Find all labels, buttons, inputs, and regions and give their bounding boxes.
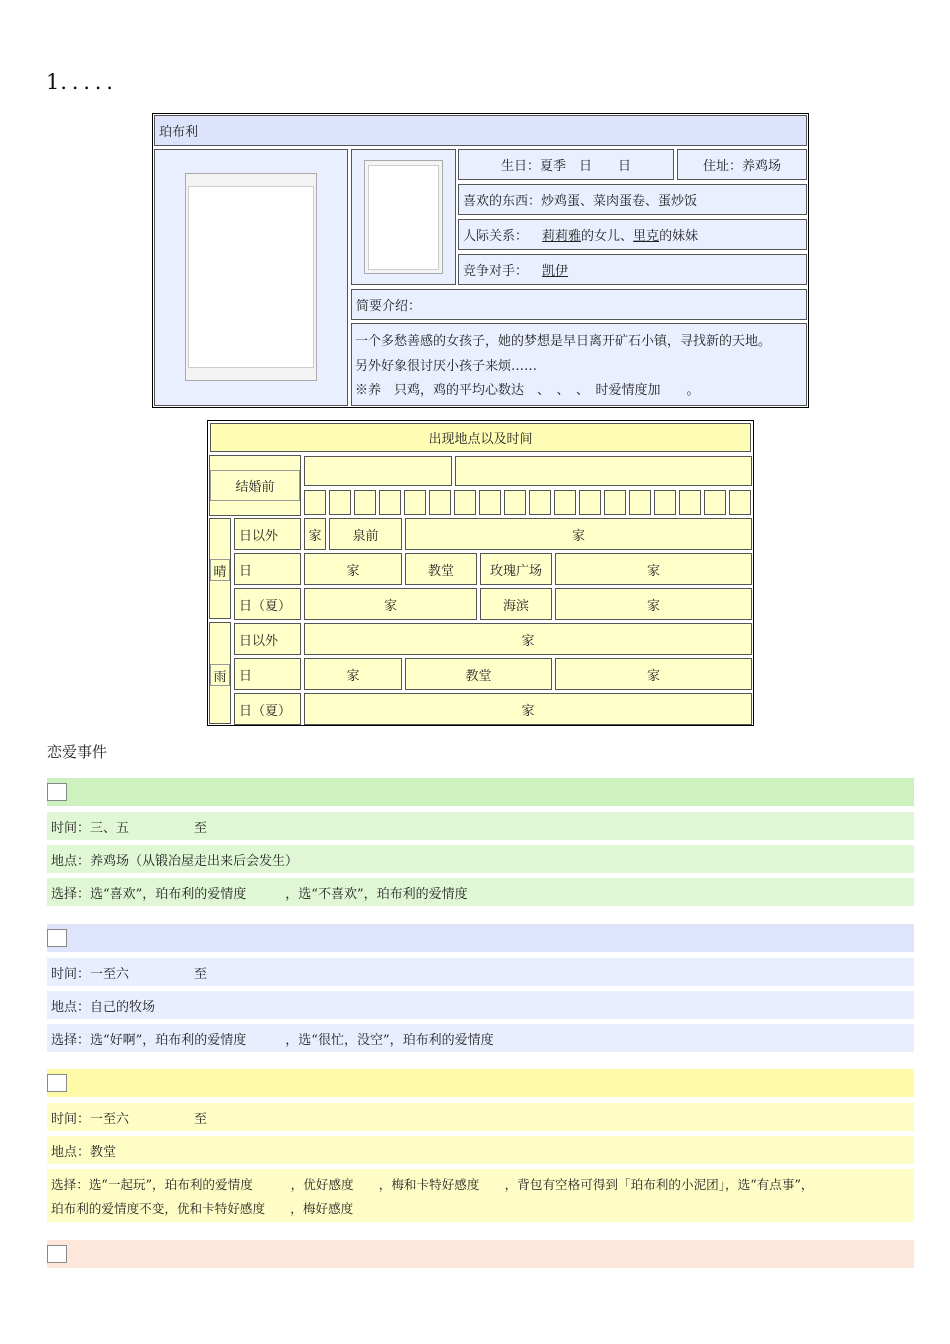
event2-choice-row — [47, 1024, 914, 1052]
rainy-row2-slot-b-text: 教堂 — [465, 668, 492, 684]
sunny-row3-slot-a — [304, 588, 477, 620]
events-heading: 恋爱事件 — [47, 743, 108, 761]
rainy-label: 雨 — [213, 669, 227, 685]
page-heading: 1．．．．． — [46, 70, 129, 94]
event1-time: 时间：三、五 至 — [51, 820, 208, 836]
sunny-row2-slot-d — [555, 553, 752, 585]
profile-name: 珀布利 — [159, 125, 199, 140]
header-blank-2 — [455, 456, 752, 486]
sunny-label: 晴 — [213, 564, 227, 580]
hour-box — [629, 490, 651, 515]
hour-box — [729, 490, 751, 515]
sunny-row2-day — [234, 553, 301, 585]
rainy-row2-day-text: 日 — [239, 668, 253, 684]
rival-cell — [458, 254, 807, 285]
sunny-row2-slot-b — [405, 553, 477, 585]
hour-box — [329, 490, 351, 515]
event3-time: 时间：一至六 至 — [51, 1111, 208, 1127]
rival-link-kai[interactable]: 凯伊 — [542, 264, 569, 279]
sunny-row1-day — [234, 518, 301, 550]
event3-place-row — [47, 1136, 914, 1164]
relations-cell — [458, 219, 807, 250]
sunny-row1-slot-a — [304, 518, 326, 550]
rival-label: 竞争对手： — [463, 264, 529, 279]
event2-toggle[interactable] — [47, 929, 67, 947]
event3-choice-line-1: 选择：选“一起玩”，珀布利的爱情度 ，优好感度 ，梅和卡特好感度 ，背包有空格可得到「珀布利的小泥团」，选“有点事”， — [51, 1177, 814, 1192]
likes-cell — [458, 184, 807, 215]
hour-box — [529, 490, 551, 515]
event1-choice: 选择：选“喜欢”，珀布利的爱情度 ，选“不喜欢”，珀布利的爱情度 — [51, 886, 468, 902]
sunny-row2-day-text: 日 — [239, 563, 253, 579]
sunny-row1-slot-c — [405, 518, 752, 550]
event1-toggle[interactable] — [47, 783, 67, 801]
relations-end: 的妹妹 — [659, 229, 699, 244]
hour-box — [479, 490, 501, 515]
event1-place-row — [47, 845, 914, 873]
hour-box-row — [303, 489, 753, 516]
hour-box — [304, 490, 326, 515]
schedule-title: 出现地点以及时间 — [428, 432, 533, 447]
event2-place-row — [47, 991, 914, 1019]
rainy-row2-slot-a — [304, 658, 402, 690]
event2-time: 时间：一至六 至 — [51, 966, 208, 982]
intro-line-1: 一个多愁善感的女孩子，她的梦想是早日离开矿石小镇，寻找新的天地。 — [355, 334, 772, 349]
event3-header-bar — [47, 1069, 914, 1097]
hour-box — [679, 490, 701, 515]
event3-time-row — [47, 1103, 914, 1131]
birthday: 生日：夏季 日 日 — [500, 159, 631, 174]
hour-box — [379, 490, 401, 515]
hour-box — [354, 490, 376, 515]
sunny-row1-slot-c-text: 家 — [571, 528, 585, 544]
event1-place: 地点：养鸡场（从锻冶屋走出来后会发生） — [51, 853, 299, 869]
relations-label: 人际关系： — [463, 229, 529, 244]
intro-text-cell — [351, 323, 807, 406]
rainy-row2-day — [234, 658, 301, 690]
sunny-row3-slot-b — [480, 588, 552, 620]
before-marriage-label-box — [210, 470, 300, 501]
event2-time-row — [47, 958, 914, 986]
sunny-row2-slot-c-text: 玫瑰广场 — [489, 563, 542, 579]
sunny-row3-slot-a-text: 家 — [383, 598, 397, 614]
sunny-row3-day — [234, 588, 301, 620]
rainy-row2-slot-a-text: 家 — [346, 668, 360, 684]
hour-box — [554, 490, 576, 515]
sunny-row2-slot-a-text: 家 — [346, 563, 360, 579]
rainy-row1-day — [234, 623, 301, 655]
event4-header-bar — [47, 1240, 914, 1268]
sunny-row1-slot-b — [329, 518, 402, 550]
portrait-image — [188, 186, 314, 368]
event1-time-row — [47, 812, 914, 840]
sunny-row3-slot-c — [555, 588, 752, 620]
schedule-title-bar — [210, 423, 751, 452]
relations-mid: 的女儿、 — [581, 229, 634, 244]
sunny-row2-slot-b-text: 教堂 — [427, 563, 454, 579]
event3-toggle[interactable] — [47, 1074, 67, 1092]
event1-choice-row — [47, 878, 914, 906]
relation-link-rick[interactable]: 里克 — [633, 229, 660, 244]
rainy-row2-slot-b — [405, 658, 552, 690]
intro-line-2: 另外好象很讨厌小孩子来烦…… — [355, 358, 538, 374]
likes: 喜欢的东西：炒鸡蛋、菜肉蛋卷、蛋炒饭 — [463, 194, 698, 209]
hour-box — [604, 490, 626, 515]
rainy-label-box — [210, 664, 230, 686]
sunny-row1-slot-a-text: 家 — [308, 528, 322, 544]
sunny-row2-slot-a — [304, 553, 402, 585]
rainy-row1-day-text: 日以外 — [239, 633, 279, 649]
intro-line-3: ※养 只鸡，鸡的平均心数达 、 、 、 时爱情度加 。 — [355, 383, 700, 398]
address-cell — [677, 149, 807, 180]
intro-label-cell — [351, 289, 807, 320]
sunny-label-box — [210, 559, 230, 581]
event2-choice: 选择：选“好啊”，珀布利的爱情度 ，选“很忙，没空”，珀布利的爱情度 — [51, 1032, 494, 1048]
hour-box — [454, 490, 476, 515]
hour-box — [704, 490, 726, 515]
hour-box — [654, 490, 676, 515]
event3-place: 地点：教堂 — [51, 1144, 117, 1160]
hour-box — [429, 490, 451, 515]
address: 住址：养鸡场 — [702, 159, 781, 174]
sunny-row3-slot-b-text: 海滨 — [502, 598, 529, 614]
sunny-row2-slot-c — [480, 553, 552, 585]
event3-choice-row — [47, 1169, 914, 1222]
event1-header-bar — [47, 778, 914, 806]
rainy-row3-day — [234, 693, 301, 725]
hour-box — [504, 490, 526, 515]
event3-choice-line-2: 珀布利的爱情度不变，优和卡特好感度 ，梅好感度 — [51, 1201, 354, 1216]
relation-link-lilia[interactable]: 莉莉雅 — [542, 229, 582, 244]
sunny-row3-slot-c-text: 家 — [646, 598, 660, 614]
rainy-row2-slot-c — [555, 658, 752, 690]
hour-box — [404, 490, 426, 515]
before-marriage-label: 结婚前 — [235, 480, 275, 495]
birthday-cell — [458, 149, 674, 180]
event4-toggle[interactable] — [47, 1245, 67, 1263]
rainy-row3-slot-a — [304, 693, 752, 725]
rainy-row3-day-text: 日（夏） — [239, 703, 292, 719]
sunny-row2-slot-d-text: 家 — [646, 563, 660, 579]
photo-image — [368, 165, 439, 270]
sunny-row1-day-text: 日以外 — [239, 528, 279, 544]
rainy-row2-slot-c-text: 家 — [646, 668, 660, 684]
sunny-row1-slot-b-text: 泉前 — [352, 528, 379, 544]
hour-box — [579, 490, 601, 515]
event2-header-bar — [47, 924, 914, 952]
intro-label: 简要介绍： — [356, 299, 422, 314]
rainy-row1-slot-a-text: 家 — [521, 633, 535, 649]
rainy-row1-slot-a — [304, 623, 752, 655]
event2-place: 地点：自己的牧场 — [51, 999, 156, 1015]
sunny-row3-day-text: 日（夏） — [239, 598, 292, 614]
rainy-row3-slot-a-text: 家 — [521, 703, 535, 719]
header-blank-1 — [304, 456, 452, 486]
profile-name-bar — [154, 115, 807, 146]
